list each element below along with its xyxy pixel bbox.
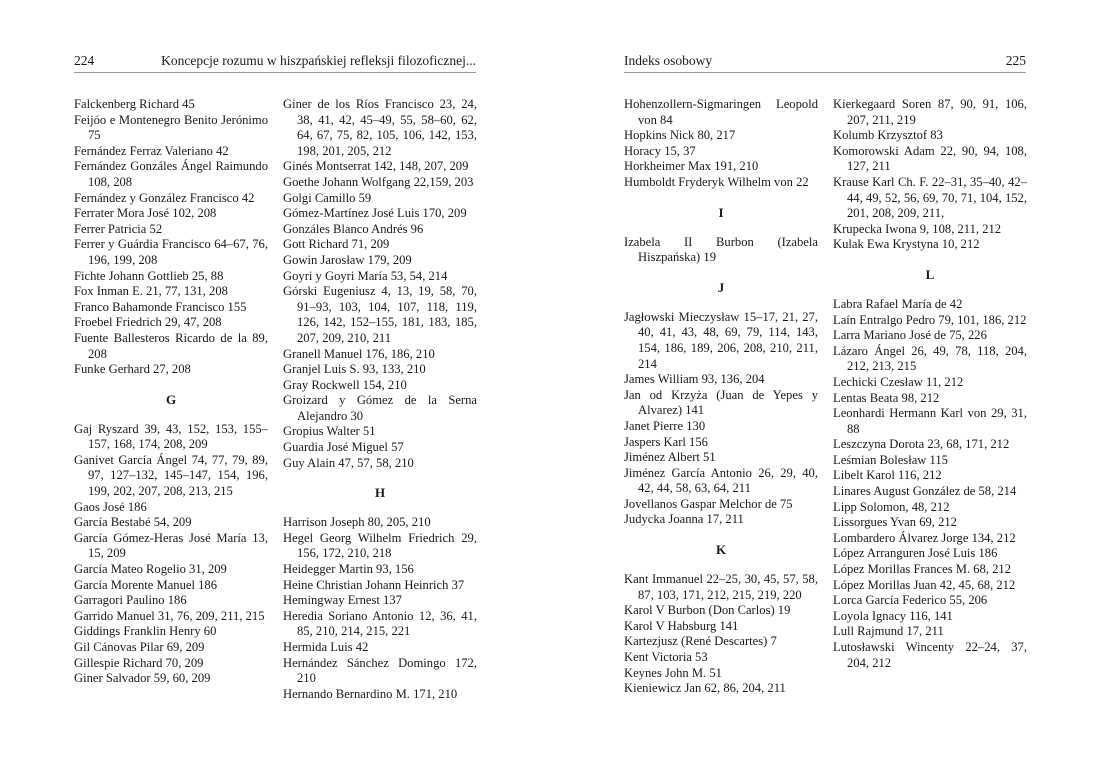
index-entry: Ganivet García Ángel 74, 77, 79, 89, 97, 127–132, 145–147, 154, 196, 199, 202, 207, 208, 213, 215 (74, 452, 268, 499)
index-entry: Lentas Beata 98, 212 (833, 390, 940, 405)
index-entry: Kent Victoria 53 (624, 650, 708, 665)
index-entry: Leonhardi Hermann Karl von 29, 31, 88 (833, 406, 1027, 436)
index-entry: Kant Immanuel 22–25, 30, 45, 57, 58, 87, 103, 171, 212, 215, 219, 220 (624, 572, 818, 602)
index-letter-heading: L (925, 266, 935, 282)
index-entry: Gott Richard 71, 209 (283, 237, 390, 252)
index-entry: Labra Rafael María de 42 (833, 296, 963, 311)
index-entry: Lechicki Czesław 11, 212 (833, 374, 964, 389)
index-entry: Hemingway Ernest 137 (283, 593, 402, 608)
right-page (624, 0, 1026, 780)
index-entry: Jaspers Karl 156 (624, 434, 708, 449)
index-entry: Funke Gerhard 27, 208 (74, 362, 191, 377)
running-title: Indeks osobowy (624, 53, 713, 68)
index-entry: Horkheimer Max 191, 210 (624, 159, 759, 174)
index-entry: Feijóo e Montenegro Benito Jerónimo 75 (74, 112, 268, 143)
index-entry: Linares August González de 58, 214 (833, 484, 1017, 499)
index-entry: Gil Cánovas Pilar 69, 209 (74, 640, 205, 654)
running-head-left (74, 52, 476, 73)
index-entry: Heredia Soriano Antonio 12, 36, 41, 85, 210, 214, 215, 221 (283, 608, 477, 639)
index-entry: Gonzáles Blanco Andrés 96 (283, 221, 424, 236)
index-entry: Kierkegaard Soren 87, 90, 91, 106, 207, 211, 219 (833, 97, 1027, 127)
index-entry: Garragori Paulino 186 (74, 593, 187, 608)
index-entry: Garrido Manuel 31, 76, 209, 211, 215 (74, 608, 265, 623)
index-entry: Loyola Ignacy 116, 141 (833, 608, 953, 623)
index-entry: Jan od Krzyża (Juan de Yepes y Alvarez) 141 (624, 387, 818, 418)
index-entry: Górski Eugeniusz 4, 13, 19, 58, 70, 91–93, 103, 104, 107, 118, 119, 126, 142, 152–155, 181, 183, 185, 207, 209, 210, 211 (283, 284, 477, 345)
index-entry: Hohenzollern-Sigmaringen Leopold von 84 (624, 97, 818, 127)
index-column (833, 97, 1027, 671)
index-entry: Kolumb Krzysztof 83 (833, 128, 943, 143)
index-entry: Harrison Joseph 80, 205, 210 (283, 515, 431, 530)
index-entry: Froebel Friedrich 29, 47, 208 (74, 315, 222, 330)
index-entry: Goethe Johann Wolfgang 22,159, 203 (283, 174, 474, 189)
index-entry: García Morente Manuel 186 (74, 577, 218, 592)
index-entry: Hegel Georg Wilhelm Friedrich 29, 156, 172, 210, 218 (283, 530, 477, 561)
index-entry: Falckenberg Richard 45 (74, 97, 195, 111)
index-entry: García Gómez-Heras José María 13, 15, 209 (74, 530, 268, 561)
left-page (74, 0, 476, 780)
index-entry: Gray Rockwell 154, 210 (283, 377, 407, 392)
index-entry: Giner Salvador 59, 60, 209 (74, 671, 211, 686)
index-entry: Leszczyna Dorota 23, 68, 171, 212 (833, 437, 1010, 452)
page-number: 224 (74, 53, 95, 68)
index-entry: Fernández Ferraz Valeriano 42 (74, 143, 229, 158)
index-entry: Jovellanos Gaspar Melchor de 75 (624, 496, 793, 511)
index-entry: Giddings Franklin Henry 60 (74, 624, 217, 639)
index-entry: Ferrater Mora José 102, 208 (74, 206, 217, 221)
index-entry: Karol V Habsburg 141 (624, 618, 739, 633)
index-column (74, 97, 268, 687)
index-entry: Humboldt Fryderyk Wilhelm von 22 (624, 174, 809, 189)
index-entry: Janet Pierre 130 (624, 418, 706, 433)
index-entry: Gowin Jarosław 179, 209 (283, 252, 412, 267)
index-entry: Hermida Luis 42 (283, 640, 369, 654)
index-entry: Gaj Ryszard 39, 43, 152, 153, 155–157, 168, 174, 208, 209 (74, 421, 268, 452)
index-entry: Franco Bahamonde Francisco 155 (74, 299, 247, 314)
index-entry: García Mateo Rogelio 31, 209 (74, 562, 227, 577)
index-entry: Lombardero Álvarez Jorge 134, 212 (833, 530, 1016, 545)
index-entry: Kartezjusz (René Descartes) 7 (624, 634, 777, 649)
index-entry: Lorca García Federico 55, 206 (833, 593, 988, 608)
index-entry: López Morillas Frances M. 68, 212 (833, 562, 1012, 577)
index-entry: Golgi Camillo 59 (283, 190, 372, 205)
index-entry: Leśmian Bolesław 115 (833, 452, 948, 467)
index-letter-heading: K (715, 542, 727, 558)
index-entry: Fernández y González Francisco 42 (74, 190, 255, 205)
index-entry: Jagłowski Mieczysław 15–17, 21, 27, 40, 41, 43, 48, 69, 79, 114, 143, 154, 186, 189, 206, 208, 210, 211, 214 (624, 309, 818, 371)
index-entry: Lull Rajmund 17, 211 (833, 624, 944, 639)
index-entry: Ferrer y Guárdia Francisco 64–67, 76, 196, 199, 208 (74, 237, 268, 267)
index-entry: Heidegger Martin 93, 156 (283, 562, 414, 577)
index-entry: Guardia José Miguel 57 (283, 440, 404, 455)
index-entry: Hopkins Nick 80, 217 (624, 128, 736, 143)
index-entry: Fichte Johann Gottlieb 25, 88 (74, 268, 224, 283)
index-entry: Lipp Solomon, 48, 212 (833, 499, 950, 514)
index-entry: Fox Inman E. 21, 77, 131, 208 (74, 284, 228, 299)
index-entry: Karol V Burbon (Don Carlos) 19 (624, 603, 791, 618)
index-entry: Heine Christian Johann Heinrich 37 (283, 577, 465, 592)
index-entry: Hernando Bernardino M. 171, 210 (283, 686, 458, 701)
index-entry: Ginés Montserrat 142, 148, 207, 209 (283, 159, 469, 174)
page-number: 225 (1005, 53, 1026, 68)
index-entry: Kulak Ewa Krystyna 10, 212 (833, 237, 980, 252)
index-entry: Guy Alain 47, 57, 58, 210 (283, 455, 414, 470)
index-entry: Krause Karl Ch. F. 22–31, 35–40, 42–44, 49, 52, 56, 69, 70, 71, 104, 152, 201, 208, 209, 211, (833, 174, 1027, 221)
index-entry: Fernández Gonzáles Ángel Raimundo 108, 208 (74, 159, 268, 189)
index-entry: Lutosławski Wincenty 22–24, 37, 204, 212 (833, 640, 1027, 670)
index-letter-heading: H (374, 485, 386, 501)
index-entry: Granell Manuel 176, 186, 210 (283, 346, 435, 361)
index-entry: Hernández Sánchez Domingo 172, 210 (283, 655, 477, 686)
index-entry: López Arranguren José Luis 186 (833, 546, 998, 561)
index-letter-heading: J (717, 279, 725, 295)
index-entry: Gillespie Richard 70, 209 (74, 655, 204, 670)
index-entry: Jiménez Albert 51 (624, 450, 716, 465)
index-entry: Horacy 15, 37 (624, 143, 696, 158)
running-head-right (624, 52, 1026, 73)
index-entry: Granjel Luis S. 93, 133, 210 (283, 362, 426, 377)
index-entry: López Morillas Juan 42, 45, 68, 212 (833, 577, 1016, 592)
index-entry: Libelt Karol 116, 212 (833, 468, 942, 483)
index-letter-heading: G (165, 391, 177, 407)
index-entry: Gaos José 186 (74, 499, 147, 514)
index-entry: Goyri y Goyri María 53, 54, 214 (283, 268, 448, 283)
index-entry: Krupecka Iwona 9, 108, 211, 212 (833, 221, 1002, 236)
index-entry: Judycka Joanna 17, 211 (624, 512, 744, 527)
running-title: Koncepcje rozumu w hiszpańskiej refleksji filozoficznej... (161, 53, 476, 68)
index-entry: Komorowski Adam 22, 90, 94, 108, 127, 211 (833, 143, 1027, 174)
index-letter-heading: I (718, 204, 724, 220)
index-entry: Lázaro Ángel 26, 49, 78, 118, 204, 212, 213, 215 (833, 343, 1027, 374)
index-entry: Laín Entralgo Pedro 79, 101, 186, 212 (833, 312, 1027, 327)
index-entry: Keynes John M. 51 (624, 665, 722, 680)
index-column (624, 97, 818, 697)
index-entry: Gropius Walter 51 (283, 424, 376, 439)
index-entry: Jiménez García Antonio 26, 29, 40, 42, 44, 58, 63, 64, 211 (624, 465, 818, 496)
index-entry: Izabela II Burbon (Izabela Hiszpańska) 19 (624, 234, 818, 265)
index-entry: Giner de los Ríos Francisco 23, 24, 38, 41, 42, 45–49, 55, 58–60, 62, 64, 67, 75, 82, 105, 106, 142, 153, 198, 201, 205, 212 (283, 97, 477, 158)
index-entry: Ferrer Patricia 52 (74, 221, 163, 236)
index-entry: Lissorgues Yvan 69, 212 (833, 515, 957, 530)
index-entry: Fuente Ballesteros Ricardo de la 89, 208 (74, 330, 268, 361)
index-entry: Groizard y Gómez de la Serna Alejandro 30 (283, 393, 477, 423)
index-entry: Larra Mariano José de 75, 226 (833, 328, 987, 343)
index-column (283, 97, 477, 702)
index-entry: Gómez-Martínez José Luis 170, 209 (283, 206, 467, 221)
index-entry: Kieniewicz Jan 62, 86, 204, 211 (624, 681, 786, 696)
index-entry: James William 93, 136, 204 (624, 372, 765, 387)
index-entry: García Bestabé 54, 209 (74, 515, 192, 530)
